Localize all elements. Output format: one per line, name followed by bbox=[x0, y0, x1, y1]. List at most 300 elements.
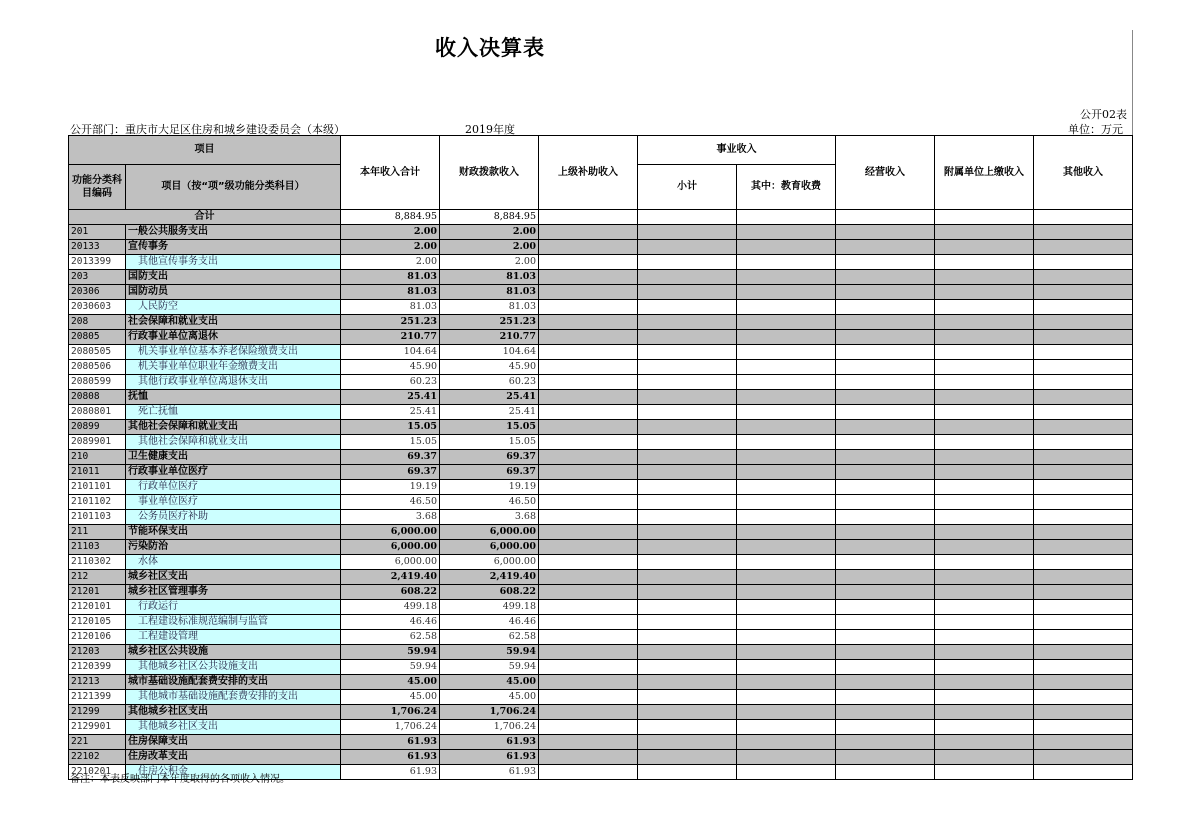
table-row bbox=[69, 465, 1133, 480]
table-row bbox=[69, 555, 1133, 570]
empty-cell bbox=[1034, 495, 1133, 510]
empty-cell bbox=[935, 360, 1034, 375]
row-fiscal: 45.00 bbox=[440, 690, 539, 705]
empty-cell bbox=[539, 330, 638, 345]
table-row bbox=[69, 690, 1133, 705]
empty-cell bbox=[638, 615, 737, 630]
empty-cell bbox=[737, 735, 836, 750]
empty-cell bbox=[638, 750, 737, 765]
empty-cell bbox=[836, 360, 935, 375]
empty-cell bbox=[638, 375, 737, 390]
header-affiliated: 附属单位上缴收入 bbox=[935, 136, 1034, 210]
row-total: 1,706.24 bbox=[341, 720, 440, 735]
empty-cell bbox=[836, 345, 935, 360]
empty-cell bbox=[539, 465, 638, 480]
empty-cell bbox=[836, 585, 935, 600]
empty-cell bbox=[935, 270, 1034, 285]
empty-cell bbox=[539, 450, 638, 465]
empty-cell bbox=[539, 405, 638, 420]
empty-cell bbox=[737, 690, 836, 705]
header-operating: 经营收入 bbox=[836, 136, 935, 210]
row-name: 卫生健康支出 bbox=[126, 450, 341, 465]
empty-cell bbox=[539, 600, 638, 615]
empty-cell bbox=[836, 750, 935, 765]
empty-cell bbox=[539, 435, 638, 450]
row-fiscal: 45.00 bbox=[440, 675, 539, 690]
header-other: 其他收入 bbox=[1034, 136, 1133, 210]
empty-cell bbox=[836, 480, 935, 495]
row-code: 2120399 bbox=[69, 660, 126, 675]
empty-cell bbox=[737, 300, 836, 315]
row-fiscal: 60.23 bbox=[440, 375, 539, 390]
row-code: 21201 bbox=[69, 585, 126, 600]
empty-cell bbox=[539, 660, 638, 675]
empty-cell bbox=[935, 585, 1034, 600]
row-name: 水体 bbox=[126, 555, 341, 570]
row-name: 节能环保支出 bbox=[126, 525, 341, 540]
empty-cell bbox=[638, 765, 737, 780]
empty-cell bbox=[836, 510, 935, 525]
empty-cell bbox=[935, 600, 1034, 615]
empty-cell bbox=[638, 315, 737, 330]
row-code: 2120105 bbox=[69, 615, 126, 630]
empty-cell bbox=[836, 240, 935, 255]
empty-cell bbox=[935, 405, 1034, 420]
row-fiscal: 15.05 bbox=[440, 435, 539, 450]
row-name: 机关事业单位基本养老保险缴费支出 bbox=[126, 345, 341, 360]
empty-cell bbox=[1034, 600, 1133, 615]
table-row bbox=[69, 330, 1133, 345]
empty-cell bbox=[935, 690, 1034, 705]
row-code: 201 bbox=[69, 225, 126, 240]
row-code: 2101101 bbox=[69, 480, 126, 495]
row-code: 2121399 bbox=[69, 690, 126, 705]
row-name: 城乡社区支出 bbox=[126, 570, 341, 585]
empty-cell bbox=[737, 555, 836, 570]
empty-cell bbox=[1034, 375, 1133, 390]
row-total: 81.03 bbox=[341, 300, 440, 315]
row-fiscal: 608.22 bbox=[440, 585, 539, 600]
row-name: 其他宣传事务支出 bbox=[126, 255, 341, 270]
empty-cell bbox=[737, 315, 836, 330]
empty-cell bbox=[737, 270, 836, 285]
empty-cell bbox=[638, 525, 737, 540]
row-code: 2080599 bbox=[69, 375, 126, 390]
row-code: 2101103 bbox=[69, 510, 126, 525]
row-name: 抚恤 bbox=[126, 390, 341, 405]
empty-cell bbox=[638, 330, 737, 345]
empty-cell bbox=[638, 720, 737, 735]
empty-cell bbox=[836, 405, 935, 420]
empty-cell bbox=[935, 720, 1034, 735]
row-code: 2013399 bbox=[69, 255, 126, 270]
empty-cell bbox=[935, 300, 1034, 315]
row-fiscal: 81.03 bbox=[440, 270, 539, 285]
empty-cell bbox=[935, 315, 1034, 330]
row-code: 20805 bbox=[69, 330, 126, 345]
table-row bbox=[69, 495, 1133, 510]
empty-cell bbox=[539, 300, 638, 315]
empty-cell bbox=[935, 705, 1034, 720]
row-fiscal: 62.58 bbox=[440, 630, 539, 645]
row-code: 211 bbox=[69, 525, 126, 540]
empty-cell bbox=[539, 345, 638, 360]
empty-cell bbox=[836, 450, 935, 465]
empty-cell bbox=[1034, 615, 1133, 630]
empty-cell bbox=[737, 330, 836, 345]
row-fiscal: 2,419.40 bbox=[440, 570, 539, 585]
row-code: 210 bbox=[69, 450, 126, 465]
row-fiscal: 499.18 bbox=[440, 600, 539, 615]
row-code: 22102 bbox=[69, 750, 126, 765]
empty-cell bbox=[539, 510, 638, 525]
empty-cell bbox=[1034, 450, 1133, 465]
row-code: 208 bbox=[69, 315, 126, 330]
row-name: 其他社会保障和就业支出 bbox=[126, 435, 341, 450]
empty-cell bbox=[935, 330, 1034, 345]
row-code: 2089901 bbox=[69, 435, 126, 450]
empty-cell bbox=[539, 315, 638, 330]
row-fiscal: 61.93 bbox=[440, 735, 539, 750]
row-total: 62.58 bbox=[341, 630, 440, 645]
table-row bbox=[69, 360, 1133, 375]
empty-cell bbox=[737, 585, 836, 600]
row-total: 61.93 bbox=[341, 765, 440, 780]
empty-cell bbox=[836, 270, 935, 285]
empty-cell bbox=[638, 285, 737, 300]
table-row bbox=[69, 630, 1133, 645]
row-total: 46.50 bbox=[341, 495, 440, 510]
empty-cell bbox=[1034, 720, 1133, 735]
empty-cell bbox=[638, 480, 737, 495]
empty-cell bbox=[836, 690, 935, 705]
empty-cell bbox=[1034, 360, 1133, 375]
table-row bbox=[69, 540, 1133, 555]
empty-cell bbox=[836, 705, 935, 720]
header-edu: 其中：教育收费 bbox=[737, 165, 836, 210]
empty-cell bbox=[836, 420, 935, 435]
row-fiscal: 59.94 bbox=[440, 660, 539, 675]
row-fiscal: 59.94 bbox=[440, 645, 539, 660]
empty-cell bbox=[539, 255, 638, 270]
row-name: 死亡抚恤 bbox=[126, 405, 341, 420]
row-name: 工程建设标准规范编制与监管 bbox=[126, 615, 341, 630]
empty-cell bbox=[539, 525, 638, 540]
row-total: 25.41 bbox=[341, 390, 440, 405]
empty-cell bbox=[1034, 735, 1133, 750]
empty-cell bbox=[836, 255, 935, 270]
header-item: 项目 bbox=[69, 136, 341, 165]
empty-cell bbox=[737, 720, 836, 735]
table-row bbox=[69, 225, 1133, 240]
table-row bbox=[69, 450, 1133, 465]
empty-cell bbox=[737, 450, 836, 465]
row-total: 69.37 bbox=[341, 465, 440, 480]
row-name: 污染防治 bbox=[126, 540, 341, 555]
row-code: 21103 bbox=[69, 540, 126, 555]
empty-cell bbox=[539, 555, 638, 570]
table-row bbox=[69, 285, 1133, 300]
empty-cell bbox=[935, 285, 1034, 300]
empty-cell bbox=[935, 525, 1034, 540]
row-name: 社会保障和就业支出 bbox=[126, 315, 341, 330]
row-code: 221 bbox=[69, 735, 126, 750]
empty-cell bbox=[1034, 285, 1133, 300]
empty-cell bbox=[539, 705, 638, 720]
row-fiscal: 3.68 bbox=[440, 510, 539, 525]
row-total: 1,706.24 bbox=[341, 705, 440, 720]
row-code: 203 bbox=[69, 270, 126, 285]
row-fiscal: 81.03 bbox=[440, 285, 539, 300]
row-code: 2080506 bbox=[69, 360, 126, 375]
row-code: 20808 bbox=[69, 390, 126, 405]
empty-cell bbox=[935, 255, 1034, 270]
empty-cell bbox=[836, 735, 935, 750]
empty-cell bbox=[1034, 630, 1133, 645]
row-code: 212 bbox=[69, 570, 126, 585]
row-code: 20306 bbox=[69, 285, 126, 300]
row-fiscal: 210.77 bbox=[440, 330, 539, 345]
empty-cell bbox=[539, 225, 638, 240]
empty-cell bbox=[638, 555, 737, 570]
table-row bbox=[69, 570, 1133, 585]
row-total: 2.00 bbox=[341, 255, 440, 270]
empty-cell bbox=[1034, 345, 1133, 360]
row-name: 住房改革支出 bbox=[126, 750, 341, 765]
empty-cell bbox=[1034, 420, 1133, 435]
empty-cell bbox=[737, 510, 836, 525]
divider bbox=[1132, 30, 1133, 140]
empty-cell bbox=[1034, 570, 1133, 585]
empty-cell bbox=[1034, 555, 1133, 570]
row-code: 21213 bbox=[69, 675, 126, 690]
empty-cell bbox=[539, 585, 638, 600]
empty-cell bbox=[935, 570, 1034, 585]
row-total: 251.23 bbox=[341, 315, 440, 330]
empty-cell bbox=[1034, 705, 1133, 720]
empty-cell bbox=[638, 240, 737, 255]
empty-cell bbox=[638, 540, 737, 555]
row-code: 2129901 bbox=[69, 720, 126, 735]
table-row bbox=[69, 600, 1133, 615]
empty-cell bbox=[539, 420, 638, 435]
total-label: 合计 bbox=[69, 210, 341, 225]
empty-cell bbox=[1034, 540, 1133, 555]
empty-cell bbox=[539, 720, 638, 735]
row-name: 行政事业单位离退休 bbox=[126, 330, 341, 345]
empty-cell bbox=[737, 480, 836, 495]
empty-cell bbox=[638, 390, 737, 405]
row-fiscal: 2.00 bbox=[440, 225, 539, 240]
empty-cell bbox=[1034, 480, 1133, 495]
revenue-table bbox=[68, 135, 1133, 780]
row-fiscal: 19.19 bbox=[440, 480, 539, 495]
row-total: 81.03 bbox=[341, 270, 440, 285]
empty-cell bbox=[737, 360, 836, 375]
footnote: 备注：本表反映部门本年度取得的各项收入情况。 bbox=[70, 774, 290, 785]
empty-cell bbox=[935, 675, 1034, 690]
empty-cell bbox=[737, 600, 836, 615]
empty-cell bbox=[935, 495, 1034, 510]
empty-cell bbox=[935, 390, 1034, 405]
empty-cell bbox=[737, 405, 836, 420]
empty-cell bbox=[539, 270, 638, 285]
empty-cell bbox=[836, 615, 935, 630]
table-row bbox=[69, 300, 1133, 315]
row-total: 2.00 bbox=[341, 225, 440, 240]
row-fiscal: 6,000.00 bbox=[440, 555, 539, 570]
empty-cell bbox=[1034, 270, 1133, 285]
header-business: 事业收入 bbox=[638, 136, 836, 165]
empty-cell bbox=[737, 225, 836, 240]
empty-cell bbox=[638, 450, 737, 465]
empty-cell bbox=[638, 675, 737, 690]
empty-cell bbox=[638, 600, 737, 615]
empty-cell bbox=[1034, 240, 1133, 255]
empty-cell bbox=[836, 540, 935, 555]
empty-cell bbox=[935, 555, 1034, 570]
row-code: 20133 bbox=[69, 240, 126, 255]
empty-cell bbox=[836, 765, 935, 780]
fiscal-year: 2019年度 bbox=[465, 123, 515, 136]
empty-cell bbox=[638, 300, 737, 315]
empty-cell bbox=[1034, 225, 1133, 240]
row-fiscal: 6,000.00 bbox=[440, 525, 539, 540]
row-fiscal: 2.00 bbox=[440, 240, 539, 255]
unit-label: 单位：万元 bbox=[1068, 123, 1123, 136]
row-code: 20899 bbox=[69, 420, 126, 435]
empty-cell bbox=[539, 675, 638, 690]
empty-cell bbox=[935, 540, 1034, 555]
empty-cell bbox=[539, 240, 638, 255]
empty-cell bbox=[836, 600, 935, 615]
row-total: 608.22 bbox=[341, 585, 440, 600]
empty-cell bbox=[737, 660, 836, 675]
empty-cell bbox=[836, 660, 935, 675]
empty-cell bbox=[737, 540, 836, 555]
row-total: 15.05 bbox=[341, 420, 440, 435]
empty-cell bbox=[638, 645, 737, 660]
empty-cell bbox=[836, 375, 935, 390]
row-fiscal: 2.00 bbox=[440, 255, 539, 270]
empty-cell bbox=[935, 660, 1034, 675]
row-fiscal: 1,706.24 bbox=[440, 705, 539, 720]
row-name: 人民防空 bbox=[126, 300, 341, 315]
empty-cell bbox=[638, 255, 737, 270]
page-title: 收入决算表 bbox=[435, 36, 545, 60]
empty-cell bbox=[539, 570, 638, 585]
row-name: 住房公积金 bbox=[126, 765, 341, 780]
row-name: 行政单位医疗 bbox=[126, 480, 341, 495]
empty-cell bbox=[1034, 585, 1133, 600]
row-code: 21011 bbox=[69, 465, 126, 480]
table-row bbox=[69, 585, 1133, 600]
empty-cell bbox=[737, 435, 836, 450]
row-total: 3.68 bbox=[341, 510, 440, 525]
row-code: 2080801 bbox=[69, 405, 126, 420]
row-name: 国防支出 bbox=[126, 270, 341, 285]
row-total: 25.41 bbox=[341, 405, 440, 420]
row-name: 行政运行 bbox=[126, 600, 341, 615]
empty-cell bbox=[539, 390, 638, 405]
empty-cell bbox=[638, 630, 737, 645]
row-total: 19.19 bbox=[341, 480, 440, 495]
table-row bbox=[69, 645, 1133, 660]
total-row bbox=[69, 210, 1133, 225]
table-row bbox=[69, 615, 1133, 630]
row-total: 81.03 bbox=[341, 285, 440, 300]
empty-cell bbox=[539, 630, 638, 645]
row-fiscal: 6,000.00 bbox=[440, 540, 539, 555]
row-name: 城乡社区公共设施 bbox=[126, 645, 341, 660]
row-name: 行政事业单位医疗 bbox=[126, 465, 341, 480]
empty-cell bbox=[935, 420, 1034, 435]
row-fiscal: 1,706.24 bbox=[440, 720, 539, 735]
empty-cell bbox=[737, 570, 836, 585]
row-total: 104.64 bbox=[341, 345, 440, 360]
row-fiscal: 45.90 bbox=[440, 360, 539, 375]
empty-cell bbox=[638, 510, 737, 525]
empty-cell bbox=[1034, 255, 1133, 270]
row-code: 2080505 bbox=[69, 345, 126, 360]
row-name: 国防动员 bbox=[126, 285, 341, 300]
empty-cell bbox=[638, 270, 737, 285]
empty-cell bbox=[539, 645, 638, 660]
empty-cell bbox=[836, 645, 935, 660]
empty-cell bbox=[638, 660, 737, 675]
header-subtotal: 小计 bbox=[638, 165, 737, 210]
empty-cell bbox=[836, 285, 935, 300]
row-name: 公务员医疗补助 bbox=[126, 510, 341, 525]
empty-cell bbox=[737, 675, 836, 690]
header-code: 功能分类科目编码 bbox=[69, 165, 126, 210]
empty-cell bbox=[836, 495, 935, 510]
empty-cell bbox=[836, 435, 935, 450]
empty-cell bbox=[935, 225, 1034, 240]
table-row bbox=[69, 270, 1133, 285]
empty-cell bbox=[737, 705, 836, 720]
row-total: 69.37 bbox=[341, 450, 440, 465]
empty-cell bbox=[836, 720, 935, 735]
empty-cell bbox=[1034, 525, 1133, 540]
empty-cell bbox=[638, 360, 737, 375]
row-name: 城乡社区管理事务 bbox=[126, 585, 341, 600]
empty-cell bbox=[1034, 435, 1133, 450]
empty-cell bbox=[737, 465, 836, 480]
table-row bbox=[69, 345, 1133, 360]
table-row bbox=[69, 660, 1133, 675]
empty-cell bbox=[935, 435, 1034, 450]
empty-cell bbox=[539, 750, 638, 765]
row-name: 工程建设管理 bbox=[126, 630, 341, 645]
empty-cell bbox=[1034, 675, 1133, 690]
empty-cell bbox=[638, 495, 737, 510]
row-total: 45.90 bbox=[341, 360, 440, 375]
empty-cell bbox=[1034, 660, 1133, 675]
empty-cell bbox=[836, 300, 935, 315]
empty-cell bbox=[638, 705, 737, 720]
empty-cell bbox=[1034, 510, 1133, 525]
empty-cell bbox=[539, 615, 638, 630]
empty-cell bbox=[836, 525, 935, 540]
row-total: 15.05 bbox=[341, 435, 440, 450]
empty-cell bbox=[836, 225, 935, 240]
empty-cell bbox=[935, 735, 1034, 750]
empty-cell bbox=[638, 585, 737, 600]
empty-cell bbox=[539, 540, 638, 555]
row-name: 其他城乡社区支出 bbox=[126, 705, 341, 720]
row-name: 住房保障支出 bbox=[126, 735, 341, 750]
